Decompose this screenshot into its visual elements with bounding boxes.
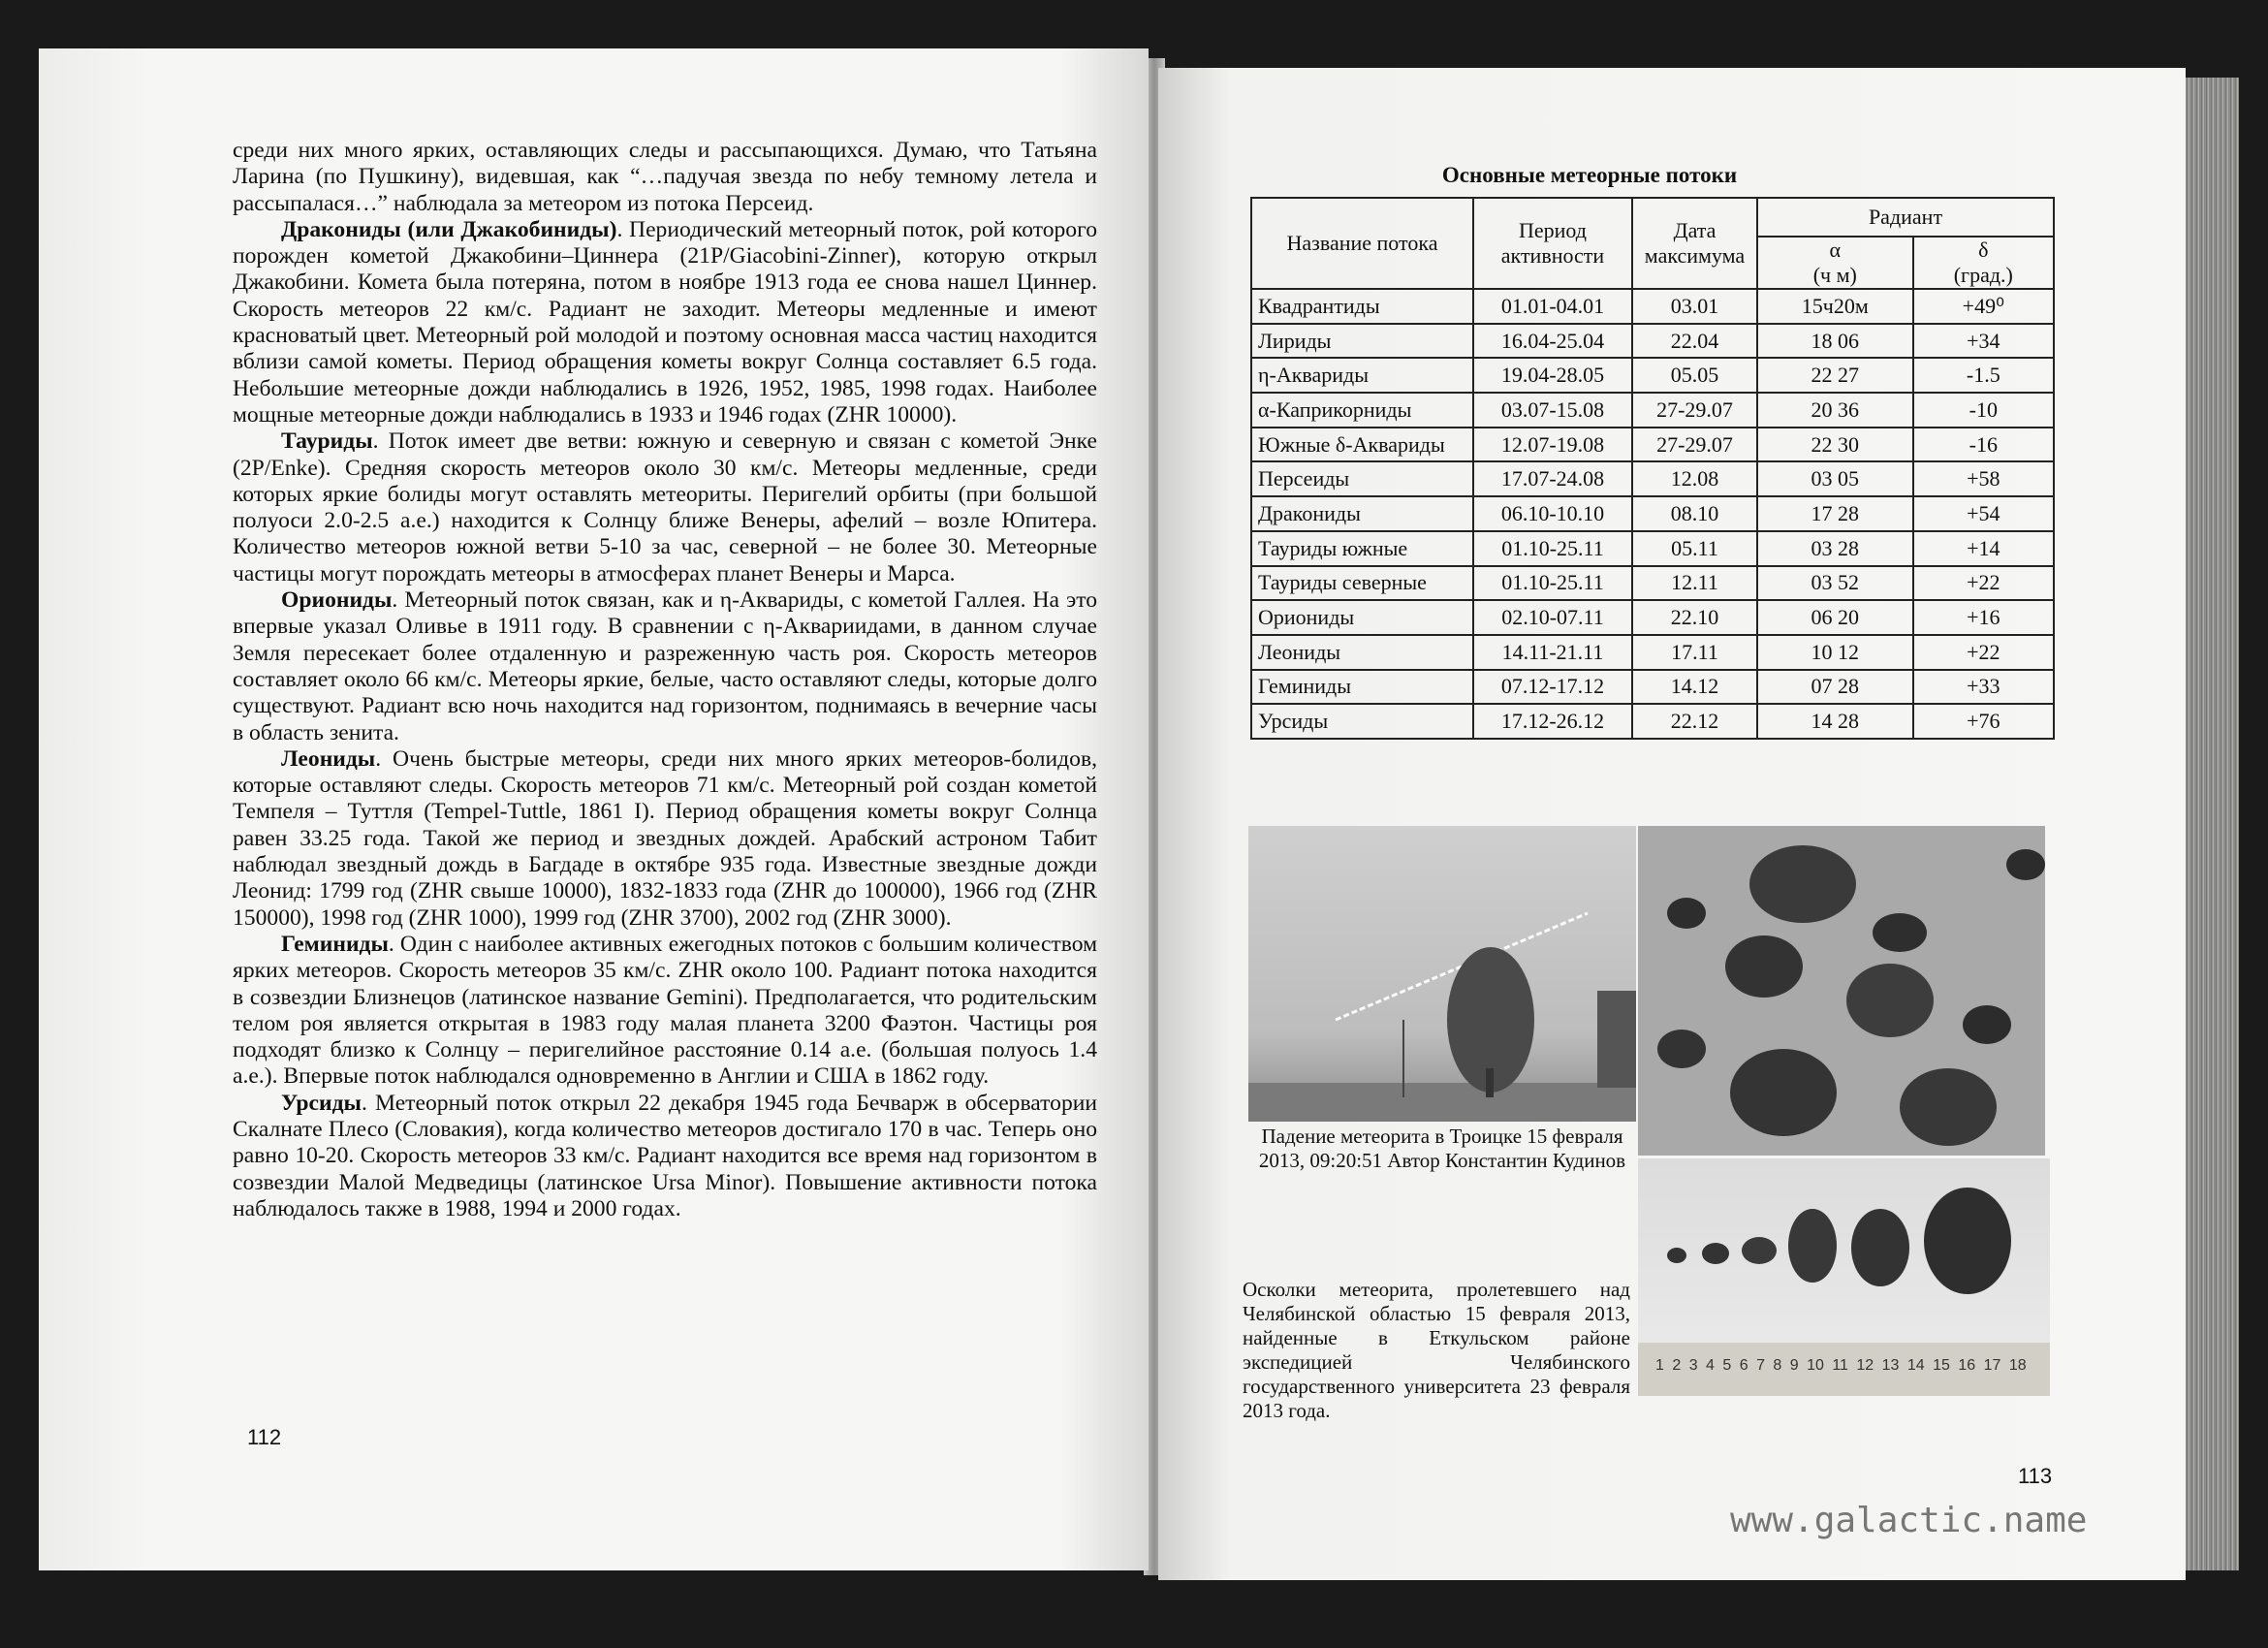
cell-delta: +16 (1913, 600, 2054, 635)
table-row (1251, 635, 2054, 670)
cell-date: 22.10 (1632, 600, 1757, 635)
left-page-text (233, 138, 1097, 1222)
header-radiant: Радиант (1757, 198, 2054, 237)
paragraph-intro: среди них много ярких, оставляющих следы и рассыпающихся. Думаю, что Татьяна Ларина (по Пушкину), видевшая, как “…падучая звезда по небу темному летела и рассыпалася…” наблюдала за метеором из потока Персеид. (233, 138, 1097, 216)
table-row (1251, 289, 2054, 324)
meteorite-fragments-photo (1638, 1158, 2050, 1396)
cell-delta: -1.5 (1913, 358, 2054, 393)
cell-date: 27-29.07 (1632, 428, 1757, 462)
meteor-showers-table (1250, 197, 2055, 740)
cell-delta: +22 (1913, 635, 2054, 670)
term-leonids: Леониды (281, 745, 376, 772)
table-row (1251, 496, 2054, 531)
cell-date: 05.05 (1632, 358, 1757, 393)
meteorite-pieces-photo (1638, 826, 2045, 1156)
paragraph-taurids: Тауриды. Поток имеет две ветви: южную и северную и связан с кометой Энке (2P/Enke). Средняя скорость метеоров около 30 км/с. Метеоры медленные, среди которых яркие болиды могут оставлять метеориты. Перигелий орбиты (при большой полуоси 2.0-2.5 а.е.) находится к Солнцу ближе Венеры, афелий – возле Юпитера. Количество метеоров южной ветви 5-10 за час, северной – не более 30. Метеорные частицы могут порождать метеоры в атмосферах планет Венеры и Марса. (233, 428, 1097, 586)
table-row (1251, 704, 2054, 739)
table-title: Основные метеорные потоки (1441, 163, 1738, 187)
header-period: Период активности (1473, 198, 1632, 289)
cell-name: Лириды (1251, 324, 1473, 359)
table-row (1251, 531, 2054, 566)
header-alpha: α (ч м) (1757, 237, 1913, 289)
header-date: Дата максимума (1632, 198, 1757, 289)
cell-period: 17.12-26.12 (1473, 704, 1632, 739)
cell-period: 19.04-28.05 (1473, 358, 1632, 393)
table-row (1251, 358, 2054, 393)
cell-name: Леониды (1251, 635, 1473, 670)
caption-meteorite-fragments: Осколки метеорита, пролетевшего над Челябинской областью 15 февраля 2013, найденные в Еткульском районе экспедицией Челябинского государственного университета 23 февраля 2013 года. (1243, 1278, 1630, 1422)
cell-date: 12.08 (1632, 461, 1757, 496)
cell-delta: -10 (1913, 393, 2054, 428)
watermark: www.galactic.name (1730, 1501, 2088, 1540)
table-row (1251, 428, 2054, 462)
cell-delta: +49⁰ (1913, 289, 2054, 324)
ruler-scale: 1 2 3 4 5 6 7 8 9 10 11 12 13 14 15 16 17 18 (1655, 1357, 2027, 1374)
cell-alpha: 03 52 (1757, 566, 1913, 601)
cell-date: 05.11 (1632, 531, 1757, 566)
paragraph-geminids: Геминиды. Один с наиболее активных ежегодных потоков с большим количеством ярких метеоров. Скорость метеоров 35 км/с. ZHR около 100. Радиант потока находится в созвездии Близнецов (латинское название Gemini). Предполагается, что родительским телом роя является открытая в 1983 году малая планета 3200 Фаэтон. Частицы роя подходят близко к Солнцу – перигелийное расстояние 0.14 а.е. (большая полуось 1.4 а.е.). Впервые поток наблюдался одновременно в Англии и США в 1862 году. (233, 931, 1097, 1090)
cell-name: Тауриды южные (1251, 531, 1473, 566)
cell-date: 17.11 (1632, 635, 1757, 670)
term-geminids: Геминиды (281, 931, 389, 957)
cell-period: 01.10-25.11 (1473, 566, 1632, 601)
cell-name: η-Аквариды (1251, 358, 1473, 393)
paragraph-leonids: Леониды. Очень быстрые метеоры, среди них много ярких метеоров-болидов, которые оставляют следы. Скорость метеоров 71 км/с. Метеорный рой создан кометой Темпеля – Туттля (Tempel-Tuttle, 1861 I). Период обращения кометы вокруг Солнца равен 33.25 года. Такой же период и звездных дождей. Арабский астроном Табит наблюдал звездный дождь в Багдаде в октябре 935 года. Известные звездные дожди Леонид: 1799 год (ZHR свыше 10000), 1832-1833 года (ZHR до 100000), 1966 год (ZHR 150000), 1998 год (ZHR 1000), 1999 год (ZHR 3700), 2002 год (ZHR 3000). (233, 745, 1097, 931)
page-edges (2186, 78, 2239, 1570)
cell-name: Ориониды (1251, 600, 1473, 635)
table-body (1251, 289, 2054, 739)
meteor-trail-illustration (1248, 826, 1636, 1122)
cell-date: 22.04 (1632, 324, 1757, 359)
cell-alpha: 22 27 (1757, 358, 1913, 393)
cell-name: Урсиды (1251, 704, 1473, 739)
page-number-right: 113 (2018, 1464, 2053, 1488)
cell-period: 02.10-07.11 (1473, 600, 1632, 635)
paragraph-draconids: Дракониды (или Джакобиниды). Периодический метеорный поток, рой которого порожден кометой Джакобини–Циннера (21P/Giacobini-Zinner), которую открыл Джакобини. Комета была потеряна, потом в ноябре 1913 года ее снова нашел Циннер. Скорость метеоров 22 км/с. Радиант не заходит. Метеоры медленные и имеют красноватый цвет. Метеорный рой молодой и поэтому основная масса частиц находится вблизи самой кометы. Период обращения кометы вокруг Солнца составляет 6.5 года. Небольшие метеорные дожди наблюдались в 1926, 1952, 1985, 1998 годах. Наиболее мощные метеорные дожди наблюдались в 1933 и 1946 годах (ZHR 10000). (233, 216, 1097, 428)
cell-delta: +14 (1913, 531, 2054, 566)
cell-period: 12.07-19.08 (1473, 428, 1632, 462)
cell-delta: -16 (1913, 428, 2054, 462)
cell-alpha: 03 28 (1757, 531, 1913, 566)
cell-alpha: 15ч20м (1757, 289, 1913, 324)
cell-name: Южные δ-Аквариды (1251, 428, 1473, 462)
cell-name: Квадрантиды (1251, 289, 1473, 324)
cell-delta: +76 (1913, 704, 2054, 739)
cell-date: 22.12 (1632, 704, 1757, 739)
term-orionids: Ориониды (281, 587, 393, 614)
cell-delta: +34 (1913, 324, 2054, 359)
meteorite-pieces-illustration (1638, 826, 2045, 1156)
cell-date: 12.11 (1632, 566, 1757, 601)
cell-period: 01.10-25.11 (1473, 531, 1632, 566)
meteor-trail-photo (1248, 826, 1636, 1122)
cell-alpha: 14 28 (1757, 704, 1913, 739)
cell-delta: +58 (1913, 461, 2054, 496)
cell-name: Тауриды северные (1251, 566, 1473, 601)
cell-delta: +33 (1913, 670, 2054, 705)
cell-date: 27-29.07 (1632, 393, 1757, 428)
cell-alpha: 17 28 (1757, 496, 1913, 531)
term-taurids: Тауриды (281, 428, 373, 455)
cell-alpha: 03 05 (1757, 461, 1913, 496)
cell-delta: +22 (1913, 566, 2054, 601)
table-row (1251, 600, 2054, 635)
cell-delta: +54 (1913, 496, 2054, 531)
header-name: Название потока (1251, 198, 1473, 289)
cell-period: 07.12-17.12 (1473, 670, 1632, 705)
cell-name: Персеиды (1251, 461, 1473, 496)
table-row (1251, 670, 2054, 705)
cell-period: 06.10-10.10 (1473, 496, 1632, 531)
cell-name: Геминиды (1251, 670, 1473, 705)
cell-period: 14.11-21.11 (1473, 635, 1632, 670)
cell-period: 16.04-25.04 (1473, 324, 1632, 359)
cell-alpha: 20 36 (1757, 393, 1913, 428)
cell-period: 01.01-04.01 (1473, 289, 1632, 324)
cell-alpha: 07 28 (1757, 670, 1913, 705)
table-row (1251, 393, 2054, 428)
cell-name: α-Каприкорниды (1251, 393, 1473, 428)
cell-date: 14.12 (1632, 670, 1757, 705)
term-ursids: Урсиды (281, 1090, 362, 1116)
cell-date: 03.01 (1632, 289, 1757, 324)
paragraph-orionids: Ориониды. Метеорный поток связан, как и η-Аквариды, с кометой Галлея. На это впервые указал Оливье в 1911 году. В сравнении с η-Аквариидами, в данном случае Земля пересекает более отдаленную и разреженную часть роя. Скорость метеоров составляет около 66 км/с. Метеоры яркие, белые, часто оставляют следы, которые долго существуют. Радиант всю ночь находится над горизонтом, поднимаясь в вечерние часы в область зенита. (233, 587, 1097, 745)
cell-alpha: 10 12 (1757, 635, 1913, 670)
cell-alpha: 06 20 (1757, 600, 1913, 635)
term-draconids: Дракониды (или Джакобиниды) (281, 216, 617, 242)
table-row (1251, 566, 2054, 601)
paragraph-ursids: Урсиды. Метеорный поток открыл 22 декабря 1945 года Бечварж в обсерватории Скалнате Плесо (Словакия), когда количество метеоров достигало 170 в час. Теперь оно равно 10-20. Скорость метеоров 33 км/с. Радиант находится все время над горизонтом в созвездии Малой Медведицы (латинское Ursa Minor). Повышение активности потока наблюдалось также в 1988, 1994 и 2000 годах. (233, 1090, 1097, 1221)
table-row (1251, 461, 2054, 496)
page-number-left: 112 (247, 1425, 282, 1449)
cell-alpha: 22 30 (1757, 428, 1913, 462)
cell-period: 03.07-15.08 (1473, 393, 1632, 428)
table-row (1251, 324, 2054, 359)
header-delta: δ (град.) (1913, 237, 2054, 289)
cell-date: 08.10 (1632, 496, 1757, 531)
cell-period: 17.07-24.08 (1473, 461, 1632, 496)
cell-alpha: 18 06 (1757, 324, 1913, 359)
cell-name: Дракониды (1251, 496, 1473, 531)
caption-meteor-trail: Падение метеорита в Троицке 15 февраля 2013, 09:20:51 Автор Константин Кудинов (1258, 1125, 1626, 1172)
